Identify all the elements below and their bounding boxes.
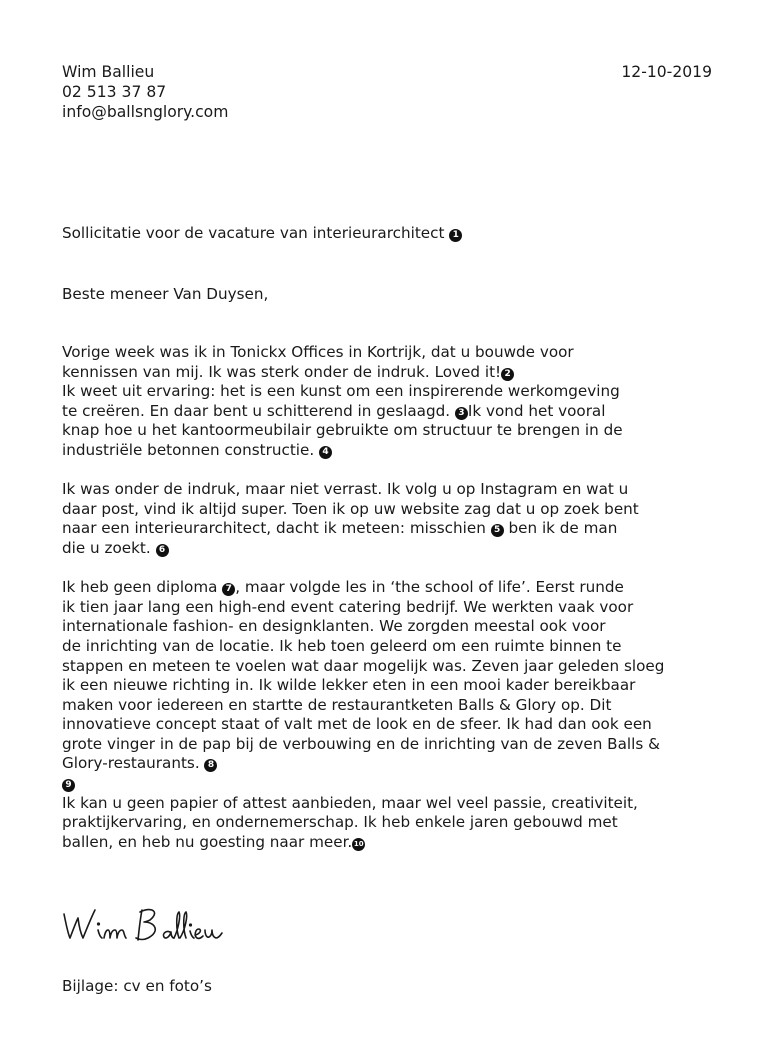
body-text: ben ik de man — [508, 519, 618, 538]
annotation-marker-9: 9 — [62, 779, 75, 792]
body-line: maken voor iedereen en startte de restaurantketen Balls & Glory op. Dit — [62, 695, 612, 714]
letter-date: 12-10-2019 — [621, 63, 712, 81]
signature-graphic — [60, 900, 260, 950]
body-line — [62, 774, 702, 794]
sender-block — [62, 62, 228, 122]
body-line: knap hoe u het kantoormeubilair gebruikte om structuur te brengen in de — [62, 421, 623, 440]
body-line — [62, 539, 702, 559]
subject-line — [62, 223, 462, 243]
annotation-marker-5: 5 — [491, 524, 504, 537]
body-line — [62, 363, 702, 383]
body-text: Glory-restaurants. — [62, 754, 200, 773]
body-line — [62, 441, 702, 461]
body-line: ik tien jaar lang een high-end event catering bedrijf. We werkten vaak voor — [62, 597, 634, 616]
body-text: te creëren. En daar bent u schitterend in geslaagd. — [62, 401, 451, 420]
sender-name: Wim Ballieu — [62, 63, 155, 81]
body-line: de inrichting van de locatie. Ik heb toen geleerd om een ruimte binnen te — [62, 636, 622, 655]
annotation-marker-3: 3 — [455, 407, 468, 420]
sender-phone: 02 513 37 87 — [62, 83, 167, 101]
annotation-marker-10: 10 — [352, 838, 365, 851]
sender-email: info@ballsnglory.com — [62, 103, 229, 121]
paragraph-1 — [62, 343, 702, 461]
body-line — [62, 402, 702, 422]
body-text: ballen, en heb nu goesting naar meer. — [62, 832, 353, 851]
body-line: innovatieve concept staat of valt met de look en de sfeer. Ik had dan ook een — [62, 715, 652, 734]
body-text: die u zoekt. — [62, 538, 151, 557]
body-line: Ik kan u geen papier of attest aanbieden, maar wel veel passie, creativiteit, — [62, 793, 638, 812]
handwritten-signature — [60, 900, 260, 954]
body-text: industriële betonnen constructie. — [62, 440, 315, 459]
annotation-marker-8: 8 — [204, 759, 217, 772]
body-line: grote vinger in de pap bij de verbouwing en de inrichting van de zeven Balls & — [62, 734, 660, 753]
body-line: daar post, vind ik altijd super. Toen ik op uw website zag dat u op zoek bent — [62, 499, 639, 518]
body-line: Ik weet uit ervaring: het is een kunst om een inspirerende werkomgeving — [62, 382, 620, 401]
body-line: stappen en meteen te voelen wat daar mogelijk was. Zeven jaar geleden sloeg — [62, 656, 665, 675]
subject-text: Sollicitatie voor de vacature van interieurarchitect — [62, 224, 445, 242]
body-line — [62, 519, 702, 539]
body-line — [62, 833, 702, 853]
body-text: , maar volgde les in ‘the school of life’. Eerst runde — [235, 578, 624, 597]
body-line: praktijkervaring, en ondernemerschap. Ik heb enkele jaren gebouwd met — [62, 813, 618, 832]
paragraph-2 — [62, 480, 702, 558]
body-line — [62, 578, 702, 598]
body-line — [62, 754, 702, 774]
greeting: Beste meneer Van Duysen, — [62, 285, 269, 303]
annotation-marker-2: 2 — [501, 368, 514, 381]
letter-body — [62, 343, 702, 872]
body-line: ik een nieuwe richting in. Ik wilde lekker eten in een mooi kader bereikbaar — [62, 676, 636, 695]
attachment-note: Bijlage: cv en foto’s — [62, 977, 212, 995]
body-text: naar een interieurarchitect, dacht ik meteen: misschien — [62, 519, 486, 538]
body-text: Ik vond het vooral — [467, 401, 606, 420]
body-line: Vorige week was ik in Tonickx Offices in Kortrijk, dat u bouwde voor — [62, 343, 574, 361]
annotation-marker-6: 6 — [156, 544, 169, 557]
paragraph-3 — [62, 578, 702, 794]
annotation-marker-7: 7 — [222, 583, 235, 596]
annotation-marker-1: 1 — [449, 229, 462, 242]
body-text: kennissen van mij. Ik was sterk onder de indruk. Loved it! — [62, 362, 502, 381]
body-line: Ik was onder de indruk, maar niet verrast. Ik volg u op Instagram en wat u — [62, 480, 629, 499]
annotation-marker-4: 4 — [319, 446, 332, 459]
body-line: internationale fashion- en designklanten. We zorgden meestal ook voor — [62, 617, 606, 636]
paragraph-4 — [62, 794, 702, 853]
body-text: Ik heb geen diploma — [62, 578, 218, 597]
